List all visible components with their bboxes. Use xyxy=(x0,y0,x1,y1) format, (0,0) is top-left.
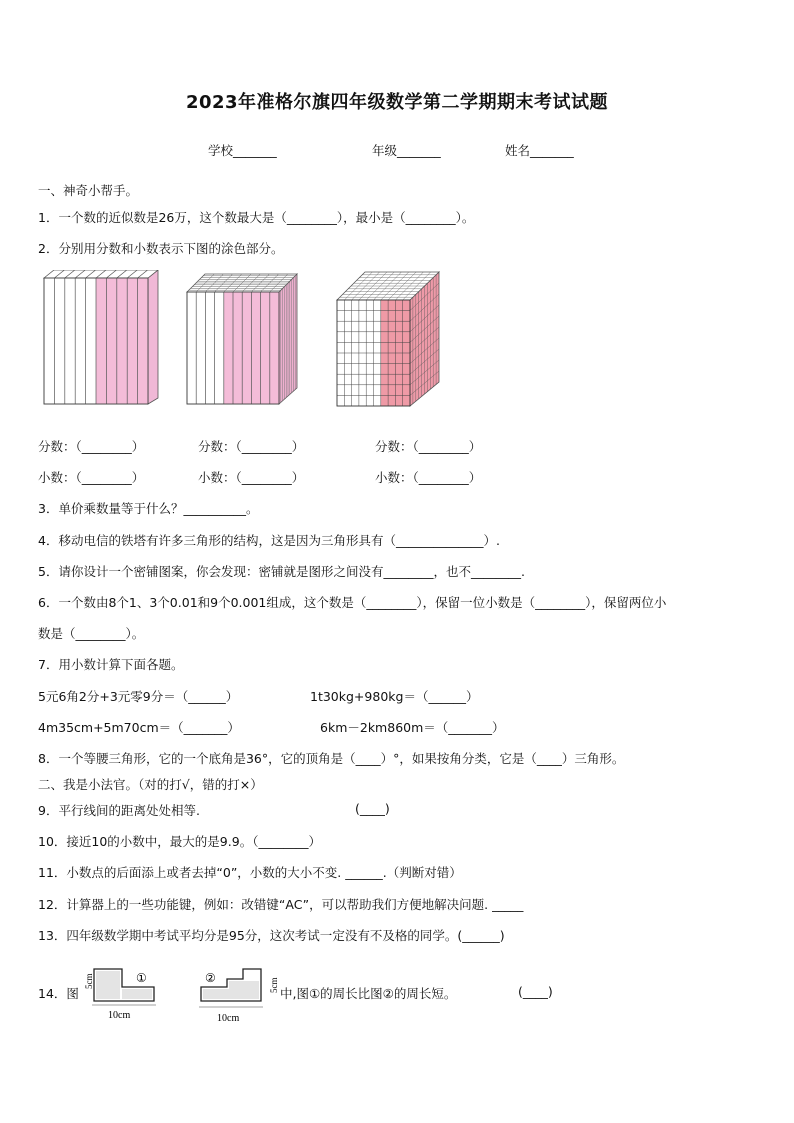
grade-label: 年级 xyxy=(372,143,398,158)
question-3: 3．单价乘数量等于什么？__________。 xyxy=(38,501,259,516)
q7-item-1: 5元6角2分+3元零9分＝（______） xyxy=(38,689,239,704)
fig1-height-label: 5cm xyxy=(84,973,94,989)
question-7: 7．用小数计算下面各题。 xyxy=(38,657,184,672)
q7-item-4: 6km－2km860m＝（_______） xyxy=(320,720,505,735)
grade-blank: _______ xyxy=(397,143,441,158)
section-1-heading: 一、神奇小帮手。 xyxy=(38,183,139,198)
q2-fraction-1: 分数：（________） xyxy=(38,439,145,454)
q2-fraction-3: 分数：（________） xyxy=(375,439,482,454)
question-6-line-2: 数是（________）。 xyxy=(38,626,145,641)
q2-decimal-1: 小数：（________） xyxy=(38,470,145,485)
page-title: 2023年准格尔旗四年级数学第二学期期末考试试题 xyxy=(185,92,609,113)
question-11: 11．小数点的后面添上或者去掉“0”，小数的大小不变. ______.（判断对错） xyxy=(38,865,462,880)
question-14-suffix: 中,图①的周长比图②的周长短。 xyxy=(280,986,457,1001)
question-8: 8．一个等腰三角形，它的一个底角是36°，它的顶角是（____）°，如果按角分类，它是（____）三角形。 xyxy=(38,751,625,766)
question-14-prefix: 14．图 xyxy=(38,986,79,1001)
question-10: 10．接近10的小数中，最大的是9.9。（________） xyxy=(38,834,321,849)
q7-item-2: 1t30kg+980kg＝（______） xyxy=(310,689,479,704)
name-label: 姓名 xyxy=(505,143,531,158)
cube-figure-3 xyxy=(335,270,445,410)
name-field xyxy=(505,141,574,159)
school-field xyxy=(208,141,277,159)
fig1-width-label: 10cm xyxy=(108,1010,131,1021)
question-1: 1．一个数的近似数是26万，这个数最大是（________），最小是（________）。 xyxy=(38,210,475,225)
grade-field xyxy=(372,141,441,159)
question-5: 5．请你设计一个密铺图案，你会发现：密铺就是图形之间没有________，也不________. xyxy=(38,564,525,579)
cube-figure-1 xyxy=(40,270,160,410)
section-2-heading: 二、我是小法官。（对的打√，错的打×） xyxy=(38,777,263,792)
question-14-blank: (____) xyxy=(518,984,553,999)
question-9: 9．平行线间的距离处处相等. xyxy=(38,803,200,818)
question-2: 2．分别用分数和小数表示下图的涂色部分。 xyxy=(38,241,284,256)
fig2-number-label: ② xyxy=(205,971,216,985)
question-6-line-1: 6．一个数由8个1、3个0.01和9个0.001组成，这个数是（________），保留一位小数是（________），保留两位小 xyxy=(38,595,667,610)
question-9-blank: (____) xyxy=(355,801,390,816)
question-12: 12．计算器上的一些功能键，例如：改错键“AC”，可以帮助我们方便地解决问题. _____ xyxy=(38,897,524,912)
school-label: 学校 xyxy=(208,143,234,158)
fig2-height-label: 5cm xyxy=(269,977,279,993)
fig1-number-label: ① xyxy=(136,971,147,985)
q7-item-3: 4m35cm+5m70cm＝（_______） xyxy=(38,720,240,735)
q2-decimal-3: 小数：（________） xyxy=(375,470,482,485)
fig2-width-label: 10cm xyxy=(217,1013,240,1024)
name-blank: _______ xyxy=(530,143,574,158)
question-13: 13．四年级数学期中考试平均分是95分，这次考试一定没有不及格的同学。(______) xyxy=(38,928,505,943)
q2-decimal-2: 小数：（________） xyxy=(198,470,305,485)
shape-figure-2 xyxy=(195,965,281,1025)
school-blank: _______ xyxy=(233,143,277,158)
cube-figure-2 xyxy=(185,270,305,410)
shape-figure-1 xyxy=(82,965,162,1023)
question-4: 4．移动电信的铁塔有许多三角形的结构，这是因为三角形具有（______________）. xyxy=(38,533,500,548)
q2-fraction-2: 分数：（________） xyxy=(198,439,305,454)
